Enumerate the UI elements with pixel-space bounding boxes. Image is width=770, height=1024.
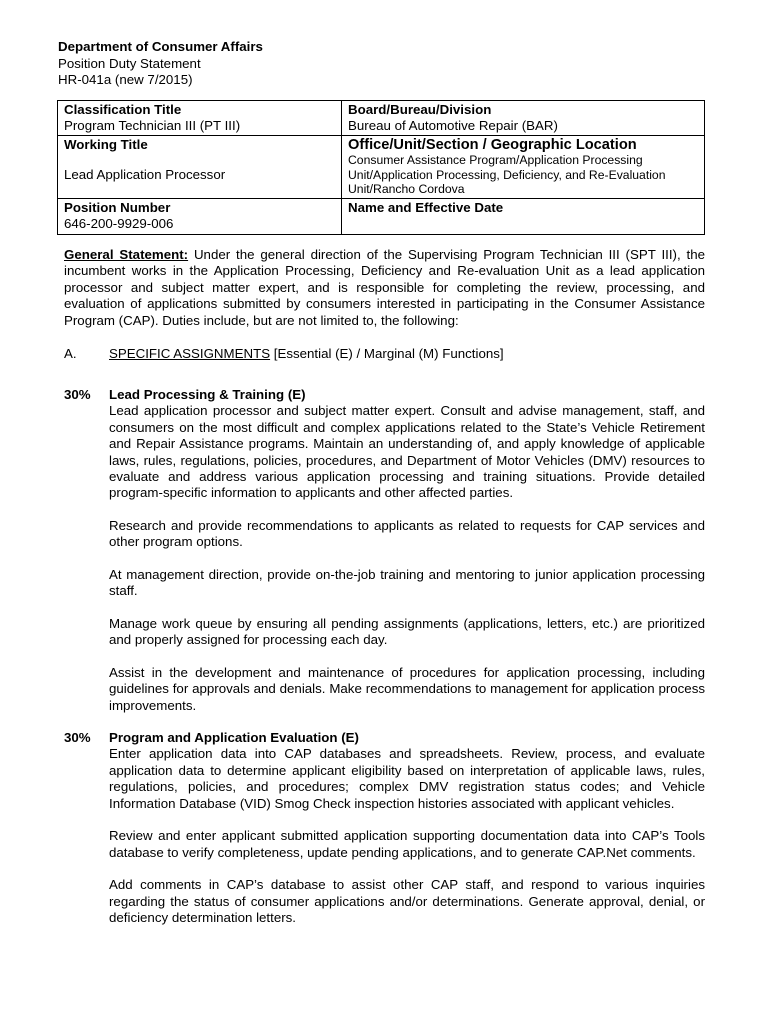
task-percent: 30% bbox=[64, 730, 91, 745]
name-date-label: Name and Effective Date bbox=[348, 199, 504, 215]
task-percent: 30% bbox=[64, 387, 91, 402]
position-number-cell bbox=[58, 198, 342, 234]
office-label: Office/Unit/Section / Geographic Location bbox=[348, 137, 637, 153]
general-statement-label: General Statement: bbox=[64, 247, 189, 262]
document-header bbox=[58, 39, 263, 89]
task-lead-processing bbox=[64, 387, 705, 730]
task-paragraph: Manage work queue by ensuring all pending assignments (applications, letters, etc.) are prioritized and properly assigned for processing each day. bbox=[109, 616, 705, 648]
board-value: Bureau of Automotive Repair (BAR) bbox=[348, 118, 558, 133]
general-statement-text: Under the general direction of the Supervising Program Technician III (SPT III), the incumbent works in the Application Processing, Deficiency and Re-evaluation Unit as a lead application processor and subject matter expert, and is responsible for completing the review, processing, and evaluation of applications submitted by consumers interested in participating in the Consumer Assistance Program (CAP). Duties include, but are not limited to, the following: bbox=[64, 247, 705, 328]
section-title: SPECIFIC ASSIGNMENTS bbox=[109, 346, 271, 361]
form-number: HR-041a (new 7/2015) bbox=[58, 72, 193, 87]
working-title-value: Lead Application Processor bbox=[64, 167, 226, 182]
task-paragraph: Review and enter applicant submitted application supporting documentation data into CAP’s Tools database to verify completeness, update pending applications, and to generate CAP.Net comments. bbox=[109, 828, 705, 860]
task-program-evaluation bbox=[64, 730, 705, 943]
department-name: Department of Consumer Affairs bbox=[58, 39, 263, 54]
classification-cell bbox=[58, 101, 342, 136]
task-paragraph: Research and provide recommendations to applicants as related to requests for CAP services and other program options. bbox=[109, 518, 705, 550]
board-cell bbox=[342, 101, 705, 136]
task-paragraph: Lead application processor and subject matter expert. Consult and advise management, staff, and consumers on the most difficult and complex applications related to the State’s Vehicle Retirement and Repair Assistance programs. Maintain an understanding of, and apply knowledge of applicable laws, rules, regulations, policies, procedures, and Department of Motor Vehicles (DMV) resources to evaluate and address various application processing and training situations. Provide detailed program-specific information to applicants and other affected parties. bbox=[109, 403, 705, 501]
task-title: Lead Processing & Training (E) bbox=[109, 387, 306, 402]
classification-label: Classification Title bbox=[64, 102, 182, 117]
classification-value: Program Technician III (PT III) bbox=[64, 118, 241, 133]
task-paragraph: Enter application data into CAP databases and spreadsheets. Review, process, and evaluate application data to determine applicant eligibility based on interpretation of applicable laws, rules, regulations, policies, and procedures; complex DMV registration status codes; and Vehicle Information Database (VID) Smog Check inspection histories associated with applicant vehicles. bbox=[109, 746, 705, 811]
position-number-label: Position Number bbox=[64, 199, 171, 215]
section-suffix: [Essential (E) / Marginal (M) Functions] bbox=[270, 346, 504, 361]
section-letter: A. bbox=[64, 346, 77, 361]
position-number-value: 646-200-9929-006 bbox=[64, 215, 174, 231]
task-paragraph: Add comments in CAP’s database to assist other CAP staff, and respond to various inquiries regarding the status of consumer applications and/or determinations. Generate approval, denial, or deficiency determination letters. bbox=[109, 877, 705, 926]
task-title: Program and Application Evaluation (E) bbox=[109, 730, 359, 745]
office-cell bbox=[342, 136, 705, 199]
name-date-cell bbox=[342, 198, 705, 234]
working-title-label: Working Title bbox=[64, 137, 148, 152]
task-paragraph: Assist in the development and maintenance of procedures for application processing, including guidelines for approvals and denials. Make recommendations to management for application process improvements. bbox=[109, 665, 705, 713]
office-value: Consumer Assistance Program/Application Processing Unit/Application Processing, Deficiency, and Re-Evaluation Unit/Rancho Cordova bbox=[348, 153, 666, 197]
board-label: Board/Bureau/Division bbox=[348, 102, 492, 117]
working-title-cell bbox=[58, 136, 342, 199]
document-title: Position Duty Statement bbox=[58, 55, 201, 71]
position-info-table bbox=[57, 100, 705, 235]
general-statement bbox=[64, 247, 705, 329]
task-paragraph: At management direction, provide on-the-job training and mentoring to junior application processing staff. bbox=[109, 567, 705, 599]
